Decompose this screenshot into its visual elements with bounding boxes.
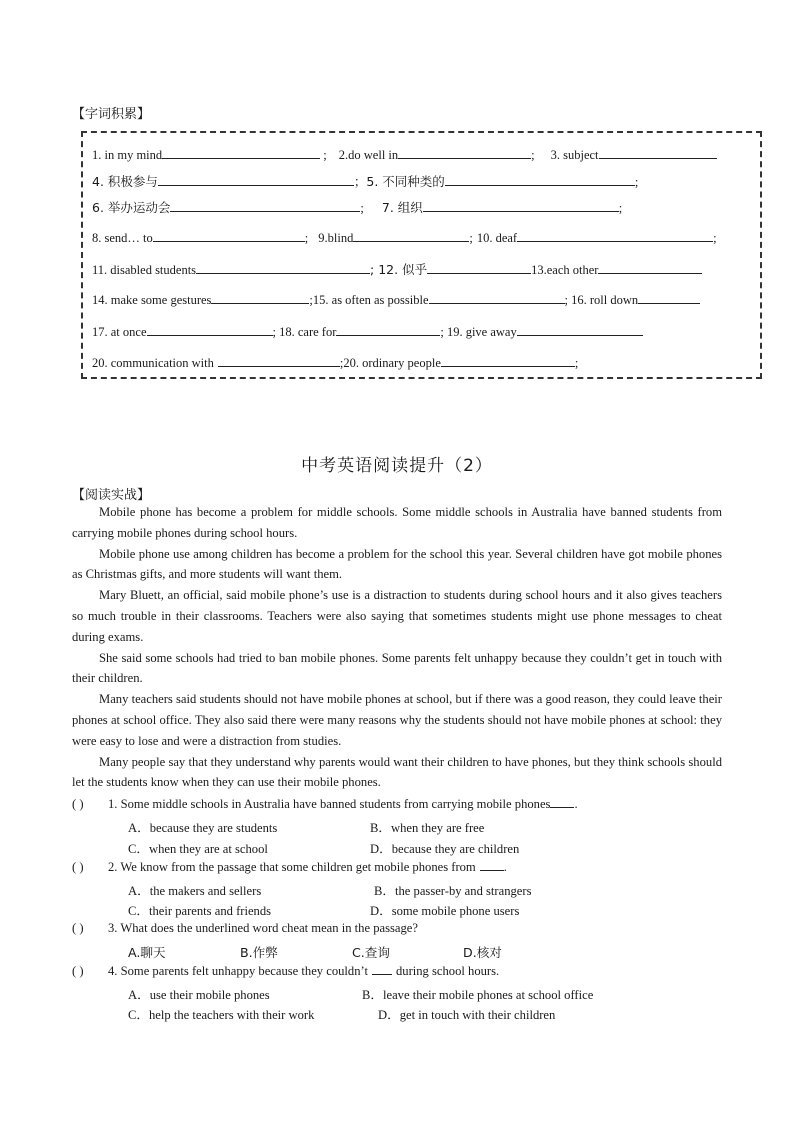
answer-blank[interactable] xyxy=(599,146,717,159)
passage-paragraph: Mary Bluett, an official, said mobile phone’s use is a distraction to students during school hours and it also gives teachers so much trouble in their classrooms. Teachers were also saying that sometimes students might use phone messages to cheat during exams. xyxy=(72,588,722,644)
answer-blank[interactable] xyxy=(423,199,619,212)
answer-blank[interactable] xyxy=(211,291,309,304)
vocab-item: 13.each other xyxy=(531,263,599,277)
vocab-item: ；5. 不同种类的 xyxy=(353,174,445,189)
answer-blank[interactable] xyxy=(517,323,643,336)
answer-blank[interactable] xyxy=(517,229,713,242)
question-stem-end: . xyxy=(503,860,507,874)
vocab-separator: ; xyxy=(713,231,717,245)
answer-blank[interactable] xyxy=(147,323,273,336)
option-d[interactable]: D．some mobile phone users xyxy=(370,904,520,918)
vocab-separator: ; xyxy=(304,231,309,245)
vocab-item: 11. disabled students xyxy=(92,263,197,277)
passage-paragraph: Mobile phone has become a problem for middle schools. Some middle schools in Australia have banned students from carrying mobile phones during school hours. xyxy=(72,505,722,540)
vocab-item: 17. at once xyxy=(92,325,147,339)
vocab-item: ; 16. roll down xyxy=(564,293,639,307)
vocab-row-8 xyxy=(92,354,578,371)
vocab-item: ; 12. 似乎 xyxy=(370,262,428,277)
vocab-row-4 xyxy=(92,229,717,246)
vocab-item: ;15. as often as possible xyxy=(309,293,429,307)
option-a[interactable]: A．use their mobile phones xyxy=(128,988,270,1002)
answer-blank[interactable] xyxy=(196,261,370,274)
answer-blank[interactable] xyxy=(158,173,354,186)
vocab-item: ;20. ordinary people xyxy=(339,356,441,370)
passage-paragraph: Many teachers said students should not have mobile phones at school, but if there was a good reason, they could leave their phones at school office. They also said there were many reasons why the students should not have mobile phones at school: they were easy to lose and were a distraction from studies. xyxy=(72,692,722,748)
question-stem: 3. What does the underlined word cheat mean in the passage? xyxy=(108,921,418,935)
answer-blank[interactable] xyxy=(170,199,360,212)
option-c[interactable]: C．when they are at school xyxy=(128,842,268,856)
vocab-separator: ; xyxy=(469,231,473,245)
question-blank xyxy=(550,796,574,808)
option-b[interactable]: B．leave their mobile phones at school office xyxy=(362,988,594,1002)
option-a[interactable]: A．because they are students xyxy=(128,821,278,835)
vocab-item: ; 19. give away xyxy=(440,325,517,339)
answer-blank[interactable] xyxy=(638,291,700,304)
vocab-separator: ; xyxy=(574,356,579,370)
answer-blank[interactable] xyxy=(353,229,469,242)
question-4 xyxy=(72,963,499,979)
option-d[interactable]: D.核对 xyxy=(463,945,502,960)
option-b[interactable]: B．the passer-by and strangers xyxy=(374,884,532,898)
vocab-item: 2.do well in xyxy=(338,148,399,162)
vocab-row-2 xyxy=(92,172,638,190)
vocab-separator: ; xyxy=(634,175,639,189)
answer-paren[interactable]: ( ) xyxy=(72,797,84,811)
vocab-separator: ; xyxy=(320,148,327,162)
question-3 xyxy=(72,921,418,936)
answer-paren[interactable]: ( ) xyxy=(72,964,84,978)
passage-paragraph: She said some schools had tried to ban mobile phones. Some parents felt unhappy because they couldn’t get in touch with their children. xyxy=(72,650,722,686)
option-a[interactable]: A.聊天 xyxy=(128,945,166,960)
vocab-row-6 xyxy=(92,291,700,308)
question-blank xyxy=(372,963,392,975)
vocab-separator: ; xyxy=(531,148,535,162)
vocab-heading: 【字词积累】 xyxy=(72,107,151,122)
option-c[interactable]: C.查询 xyxy=(352,945,390,960)
question-stem-end: . xyxy=(574,797,578,811)
reading-passage xyxy=(72,502,722,793)
option-a[interactable]: A．the makers and sellers xyxy=(128,884,262,898)
answer-blank[interactable] xyxy=(153,229,305,242)
option-b[interactable]: B．when they are free xyxy=(370,821,485,835)
passage-paragraph: Mobile phone use among children has become a problem for the school this year. Several children have got mobile phones as Christmas gifts, and more students will want them. xyxy=(72,546,722,582)
answer-blank[interactable] xyxy=(441,354,575,367)
answer-paren[interactable]: ( ) xyxy=(72,860,84,874)
question-blank xyxy=(480,859,504,871)
vocab-item: 20. communication with xyxy=(92,356,214,370)
answer-blank[interactable] xyxy=(336,323,440,336)
vocab-item: 1. in my mind xyxy=(92,148,163,162)
question-stem-end: during school hours. xyxy=(395,964,500,978)
answer-blank[interactable] xyxy=(598,261,702,274)
vocab-item: 4. 积极参与 xyxy=(92,174,158,189)
vocab-item: 9.blind xyxy=(318,231,354,245)
answer-blank[interactable] xyxy=(398,146,531,159)
option-d[interactable]: D．because they are children xyxy=(370,842,520,856)
vocab-item: 8. send… to xyxy=(92,231,153,245)
vocab-row-5 xyxy=(92,260,702,278)
answer-paren[interactable]: ( ) xyxy=(72,921,84,935)
answer-blank[interactable] xyxy=(429,291,565,304)
question-stem: 2. We know from the passage that some children get mobile phones from xyxy=(108,860,476,874)
question-1 xyxy=(72,796,578,812)
answer-blank[interactable] xyxy=(445,173,635,186)
option-c[interactable]: C．help the teachers with their work xyxy=(128,1008,315,1022)
option-c[interactable]: C．their parents and friends xyxy=(128,904,272,918)
vocab-row-1 xyxy=(92,146,717,163)
answer-blank[interactable] xyxy=(162,146,320,159)
reading-heading: 【阅读实战】 xyxy=(72,488,151,503)
vocab-item: 10. deaf xyxy=(476,231,518,245)
vocab-row-7 xyxy=(92,323,643,340)
vocab-item: 14. make some gestures xyxy=(92,293,212,307)
passage-paragraph: Many people say that they understand why parents would want their children to have phones, but they think schools should let the students know when they can use their mobile phones. xyxy=(72,754,722,790)
vocab-separator: ; xyxy=(360,201,364,215)
option-d[interactable]: D．get in touch with their children xyxy=(378,1008,556,1022)
vocab-item: 7. 组织 xyxy=(381,200,423,215)
answer-blank[interactable] xyxy=(427,261,531,274)
vocab-item: ; 18. care for xyxy=(272,325,337,339)
page-title: 中考英语阅读提升（2） xyxy=(301,456,493,476)
vocab-item: 6. 举办运动会 xyxy=(92,200,171,215)
vocab-row-3 xyxy=(92,198,622,216)
option-b[interactable]: B.作弊 xyxy=(240,945,278,960)
question-2 xyxy=(72,859,507,875)
question-stem: 1. Some middle schools in Australia have banned students from carrying mobile phones xyxy=(108,797,551,811)
answer-blank[interactable] xyxy=(218,354,340,367)
vocab-item: 3. subject xyxy=(550,148,599,162)
question-stem: 4. Some parents felt unhappy because they couldn’t xyxy=(108,964,368,978)
vocab-box xyxy=(81,131,762,379)
vocab-separator: ; xyxy=(618,201,623,215)
